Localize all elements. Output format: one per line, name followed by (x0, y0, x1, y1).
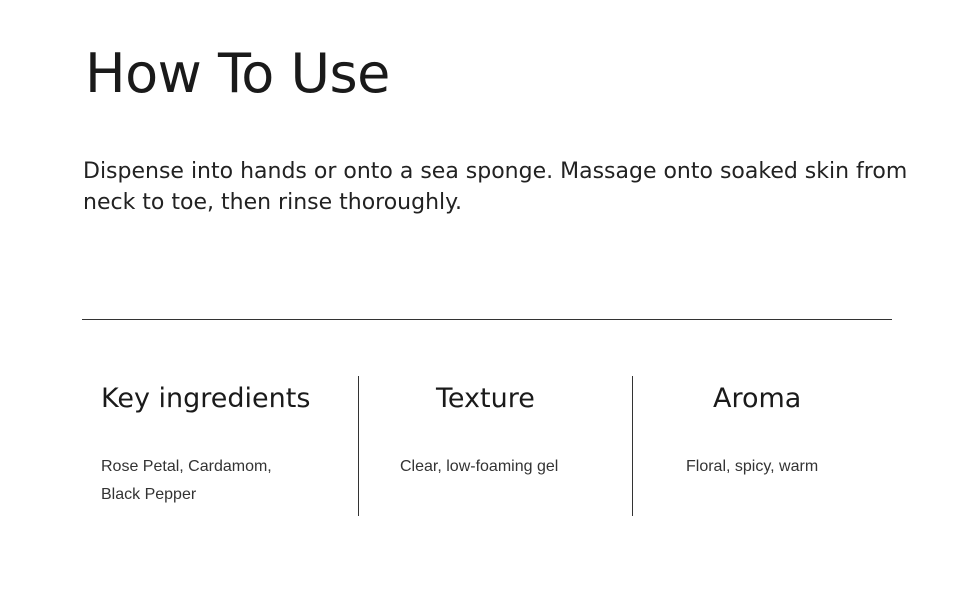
section-divider (82, 319, 892, 320)
detail-text-texture: Clear, low-foaming gel (400, 458, 559, 475)
product-details (82, 376, 892, 516)
detail-column-aroma (632, 376, 893, 516)
detail-column-key-ingredients (82, 376, 358, 516)
section-title: How To Use (85, 42, 390, 105)
detail-title-texture: Texture (436, 383, 535, 414)
detail-text-key-ingredients: Rose Petal, Cardamom, Black Pepper (101, 458, 272, 503)
detail-title-key-ingredients: Key ingredients (101, 383, 311, 414)
detail-column-texture (358, 376, 633, 516)
detail-title-aroma: Aroma (713, 383, 802, 414)
detail-text-aroma: Floral, spicy, warm (686, 458, 819, 475)
usage-description: Dispense into hands or onto a sea sponge. Massage onto soaked skin from neck to toe, then rinse thoroughly. (83, 159, 908, 215)
